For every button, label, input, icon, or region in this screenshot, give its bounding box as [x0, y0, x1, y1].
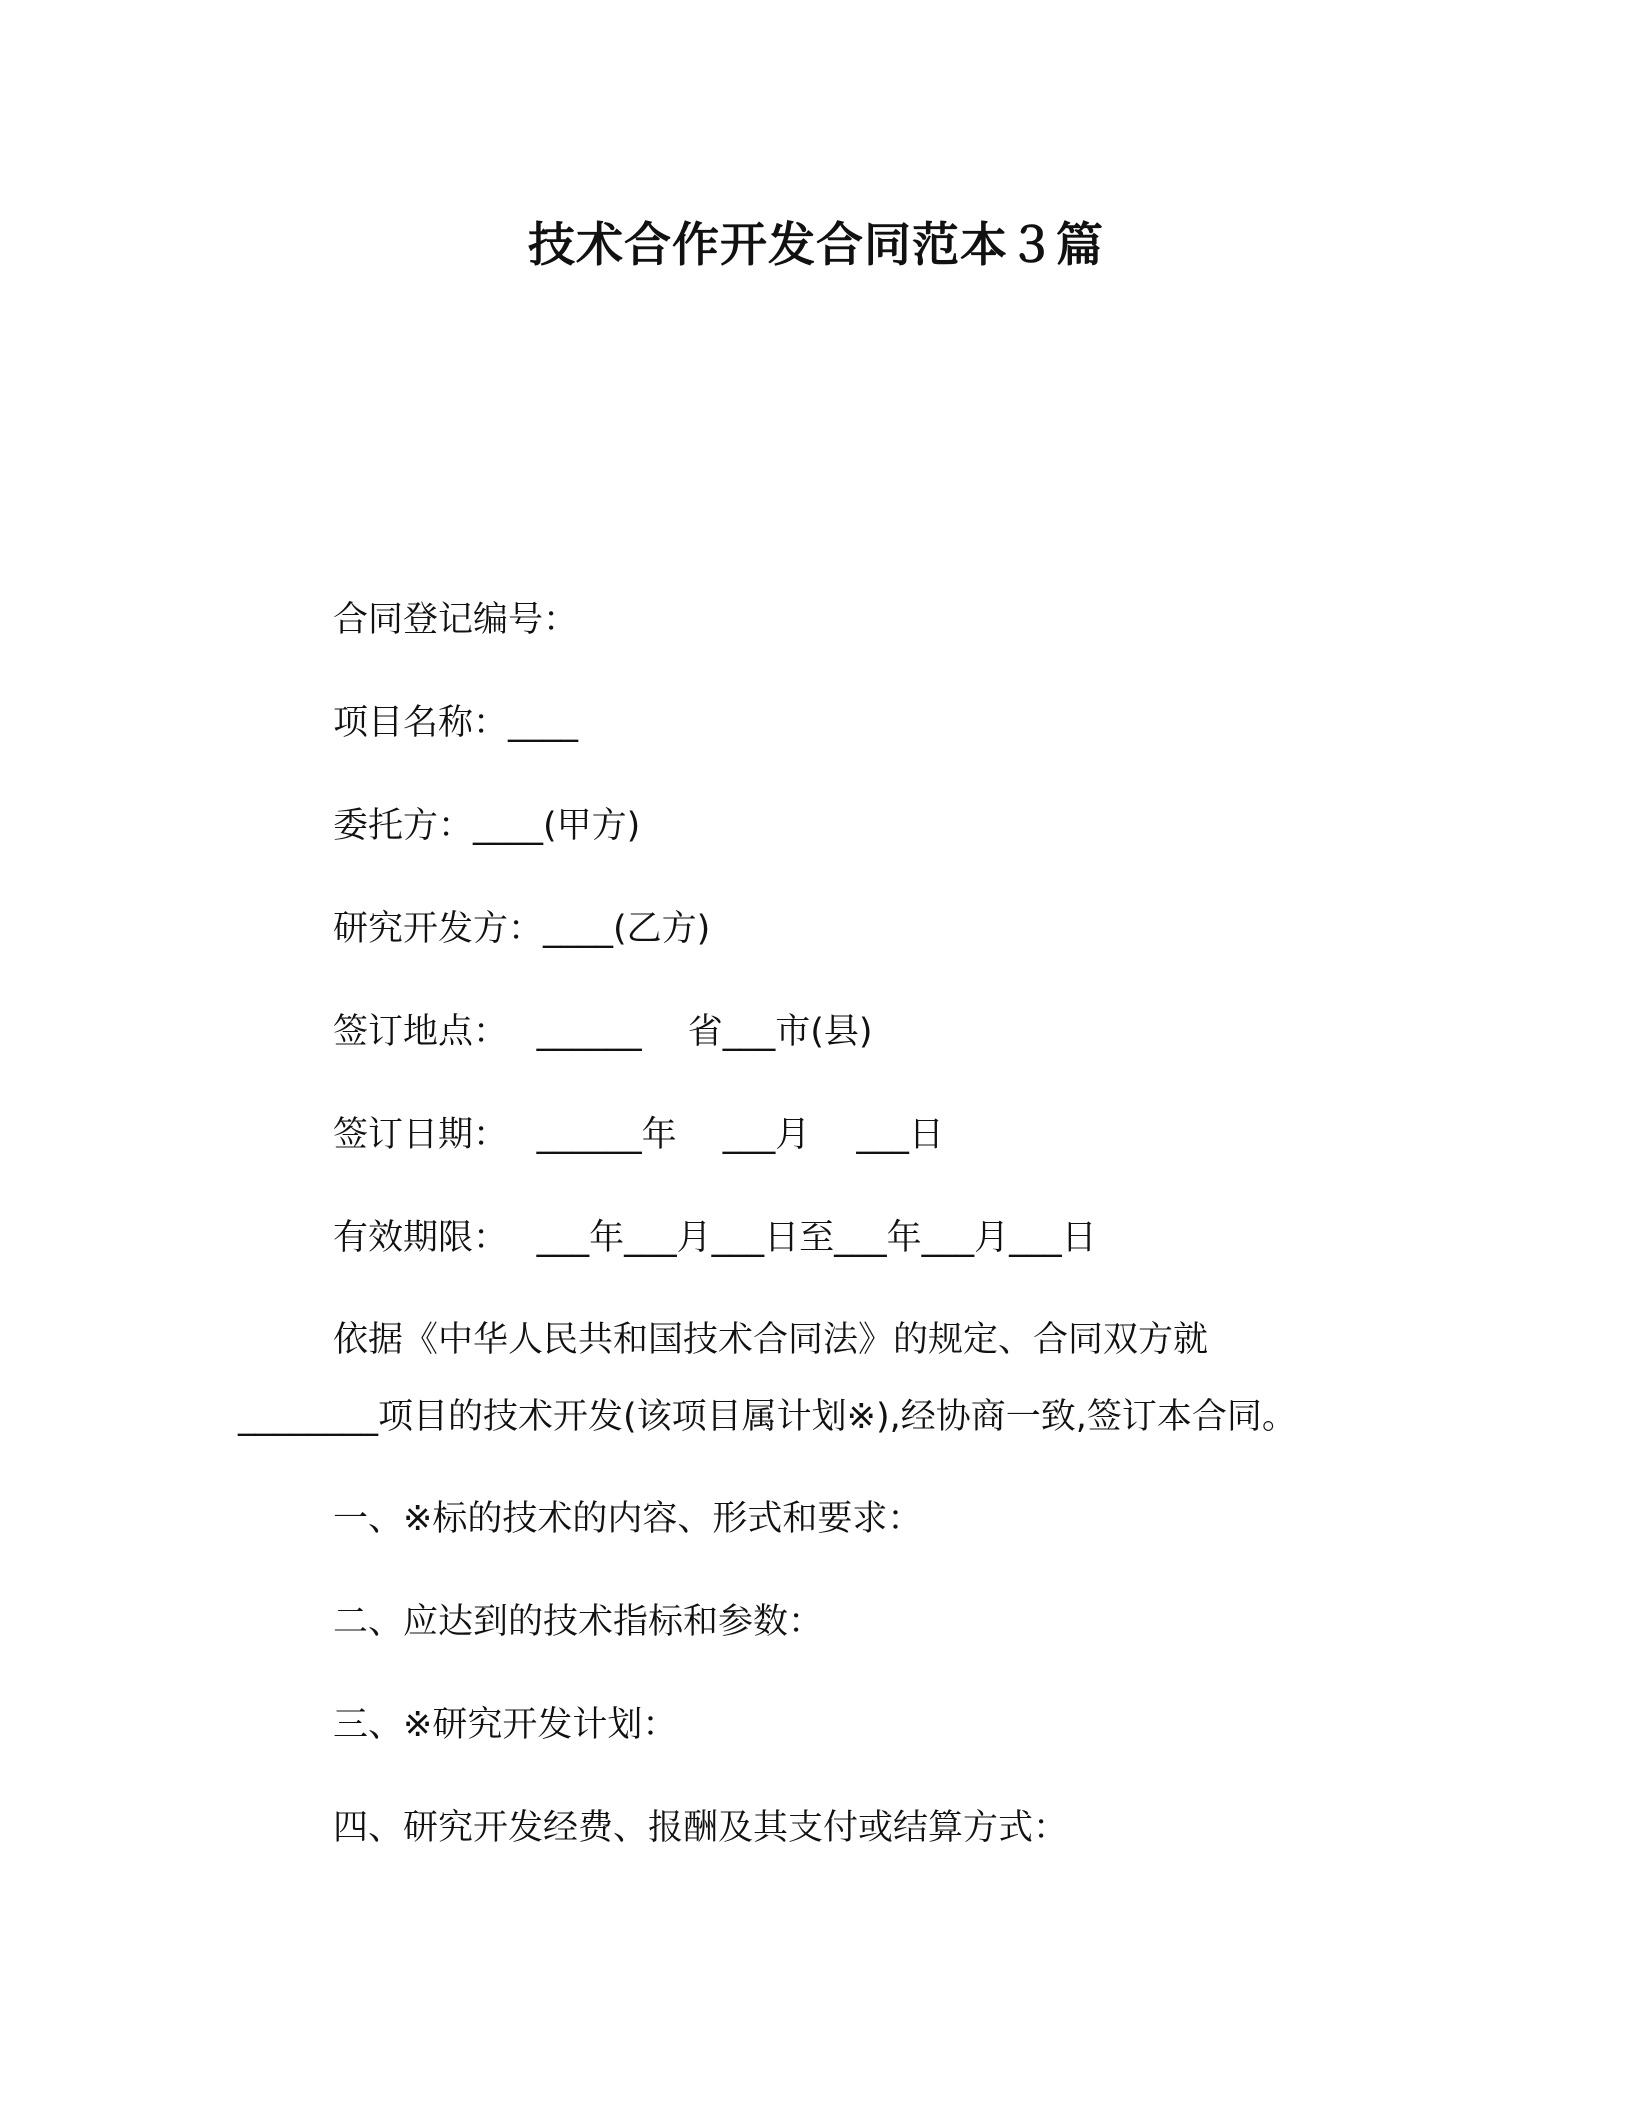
field-developer-party: 研究开发方：____(乙方): [333, 909, 711, 949]
field-validity-period: 有效期限： ___年___月___日至___年___月___日: [333, 1218, 1097, 1258]
section-heading-3: 三、※研究开发计划：: [333, 1705, 678, 1745]
section-heading-4: 四、研究开发经费、报酬及其支付或结算方式：: [333, 1808, 1069, 1848]
preamble-line-2: ________项目的技术开发(该项目属计划※),经协商一致,签订本合同。: [238, 1397, 1297, 1437]
section-heading-2: 二、应达到的技术指标和参数：: [333, 1602, 824, 1642]
preamble-line-1: 依据《中华人民共和国技术合同法》的规定、合同双方就: [333, 1320, 1209, 1360]
field-client-party: 委托方：____(甲方): [333, 806, 641, 846]
field-project-name: 项目名称：____: [333, 703, 579, 743]
document-title: 技术合作开发合同范本３篇: [528, 218, 1104, 273]
field-contract-registration-number: 合同登记编号：: [333, 600, 579, 640]
field-signing-place: 签订地点： ______ 省___市(县): [333, 1012, 873, 1052]
section-heading-1: 一、※标的技术的内容、形式和要求：: [333, 1499, 923, 1539]
field-signing-date: 签订日期： ______年 ___月 ___日: [333, 1115, 944, 1155]
